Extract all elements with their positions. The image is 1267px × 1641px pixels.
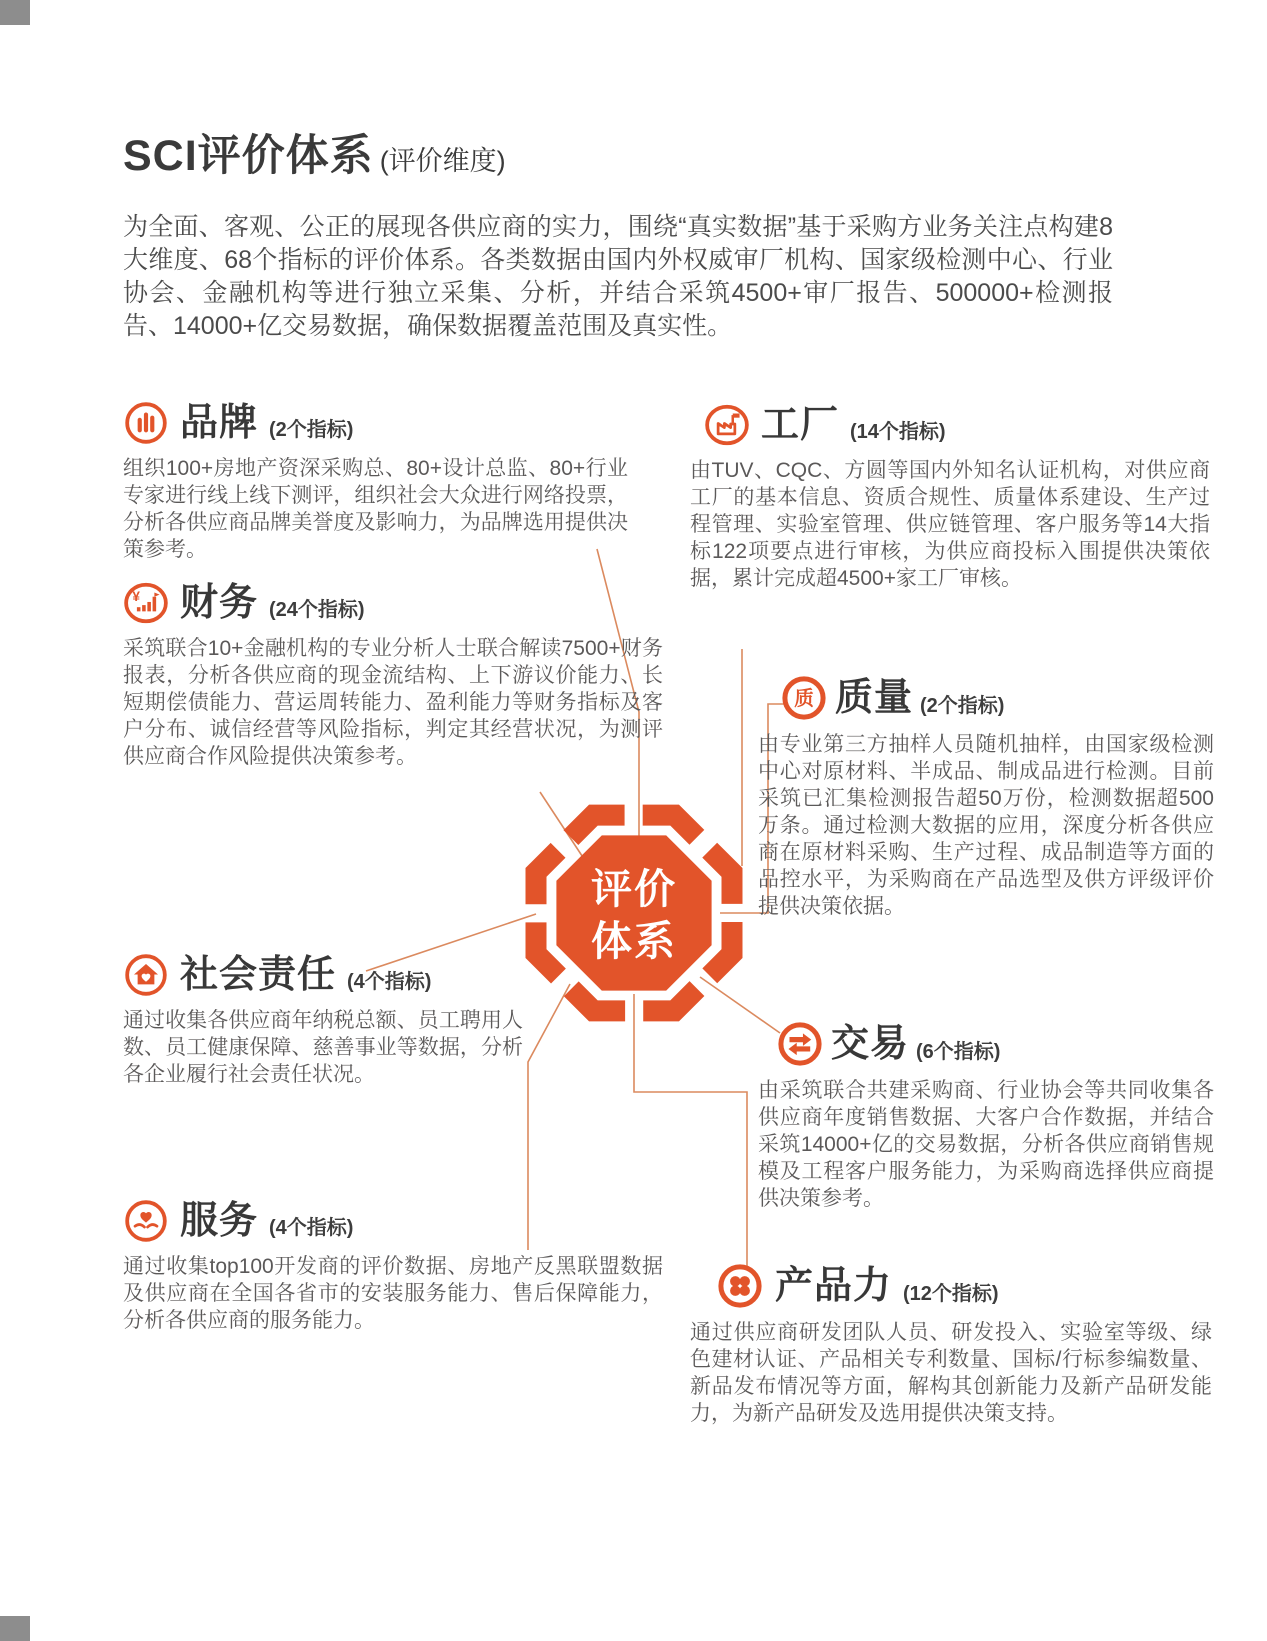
section-finance-header: [123, 580, 663, 626]
intro-paragraph: 为全面、客观、公正的展现各供应商的实力，围绕“真实数据”基于采购方业务关注点构建8大维度、68个指标的评价体系。各类数据由国内外权威审厂机构、国家级检测中心、行业协会、金融机构等进行独立采集、分析，并结合采筑4500+审厂报告、500000+检测报告、14000+亿交易数据，确保数据覆盖范围及真实性。: [123, 213, 1113, 340]
section-product: [690, 1262, 1212, 1448]
section-social-body: 通过收集各供应商年纳税总额、员工聘用人数、员工健康保障、慈善事业等数据，分析各企业履行社会责任状况。: [123, 1009, 523, 1086]
section-product-body: 通过供应商研发团队人员、研发投入、实验室等级、绿色建材认证、产品相关专利数量、国标/行标参编数量、新品发布情况等方面，解构其创新能力及新产品研发能力，为新产品研发及选用提供决策支持。: [690, 1321, 1212, 1425]
section-brand-count: (2个指标): [269, 419, 354, 441]
section-service: [123, 1198, 663, 1355]
section-finance-title: 财务: [180, 582, 259, 624]
section-product-title: 产品力: [775, 1265, 893, 1307]
page-title: SCI评价体系: [123, 132, 374, 180]
clover-petals-circle-icon: [716, 1262, 764, 1310]
badge-text-line1: 评价: [591, 866, 677, 912]
section-quality-count: (2个指标): [920, 695, 1005, 717]
section-trade-title: 交易: [831, 1023, 910, 1065]
section-product-count: (12个指标): [903, 1283, 999, 1305]
section-service-header: [123, 1198, 663, 1244]
section-factory-header: [690, 402, 1210, 448]
center-octagon-badge: [536, 815, 732, 1011]
section-factory: [690, 402, 1210, 613]
octagon-core: [556, 835, 711, 990]
section-factory-count: (14个指标): [850, 421, 946, 443]
section-brand: [123, 400, 628, 584]
section-quality: [758, 674, 1214, 941]
section-factory-body: 由TUV、CQC、方圆等国内外知名认证机构，对供应商工厂的基本信息、资质合规性、质量体系建设、生产过程管理、实验室管理、供应链管理、客户服务等14大指标122项要点进行审核，为供应商投标入围提供决策依据，累计完成超4500+家工厂审核。: [690, 459, 1210, 590]
section-trade: [758, 1020, 1214, 1233]
section-factory-title: 工厂: [761, 404, 840, 446]
yuan-symbol: ¥: [132, 588, 140, 604]
section-service-title: 服务: [180, 1200, 259, 1242]
section-product-header: [690, 1262, 1212, 1310]
section-brand-title: 品牌: [180, 402, 259, 444]
hands-heart-circle-icon: [123, 1198, 169, 1244]
quality-seal-circle-icon: [780, 674, 828, 722]
badge-text-line2: 体系: [591, 918, 677, 964]
section-trade-header: [758, 1020, 1214, 1068]
section-finance-count: (24个指标): [269, 599, 365, 621]
section-quality-header: [758, 674, 1214, 722]
section-social-count: (4个指标): [347, 971, 432, 993]
section-service-body: 通过收集top100开发商的评价数据、房地产反黑联盟数据及供应商在全国各省市的安装服务能力、售后保障能力，分析各供应商的服务能力。: [123, 1255, 663, 1332]
section-brand-header: [123, 400, 628, 446]
section-quality-body: 由专业第三方抽样人员随机抽样，由国家级检测中心对原材料、半成品、制成品进行检测。目前采筑已汇集检测报告超50万份，检测数据超500万条。通过检测大数据的应用，深度分析各供应商在原材料采购、生产过程、成品制造等方面的品控水平，为采购商在产品选型及供方评级评价提供决策依据。: [758, 733, 1214, 918]
section-finance: [123, 580, 663, 791]
section-finance-body: 采筑联合10+金融机构的专业分析人士联合解读7500+财务报表，分析各供应商的现金流结构、上下游议价能力、长短期偿债能力、营运周转能力、盈利能力等财务指标及客户分布、诚信经营等风险指标，判定其经营状况，为测评供应商合作风险提供决策参考。: [123, 637, 663, 768]
yuan-bar-chart-circle-icon: [123, 580, 169, 626]
section-quality-title: 质量: [835, 677, 914, 719]
house-heart-circle-icon: [123, 952, 169, 998]
section-trade-body: 由采筑联合共建采购商、行业协会等共同收集各供应商年度销售数据、大客户合作数据，并结合采筑14000+亿的交易数据，分析各供应商销售规模及工程客户服务能力，为采购商选择供应商提供决策参考。: [758, 1079, 1214, 1210]
section-social-header: [123, 952, 523, 998]
section-trade-count: (6个指标): [916, 1041, 1001, 1063]
page-title-suffix: (评价维度): [379, 146, 506, 176]
section-brand-body: 组织100+房地产资深采购总、80+设计总监、80+行业专家进行线上线下测评，组织社会大众进行网络投票，分析各供应商品牌美誉度及影响力，为品牌选用提供决策参考。: [123, 457, 628, 561]
section-social: [123, 952, 523, 1109]
factory-circle-icon: [704, 402, 750, 448]
quality-character: 质: [794, 688, 814, 711]
section-service-count: (4个指标): [269, 1217, 354, 1239]
bar-chart-circle-icon: [123, 400, 169, 446]
exchange-arrows-circle-icon: [776, 1020, 824, 1068]
section-social-title: 社会责任: [180, 954, 337, 996]
